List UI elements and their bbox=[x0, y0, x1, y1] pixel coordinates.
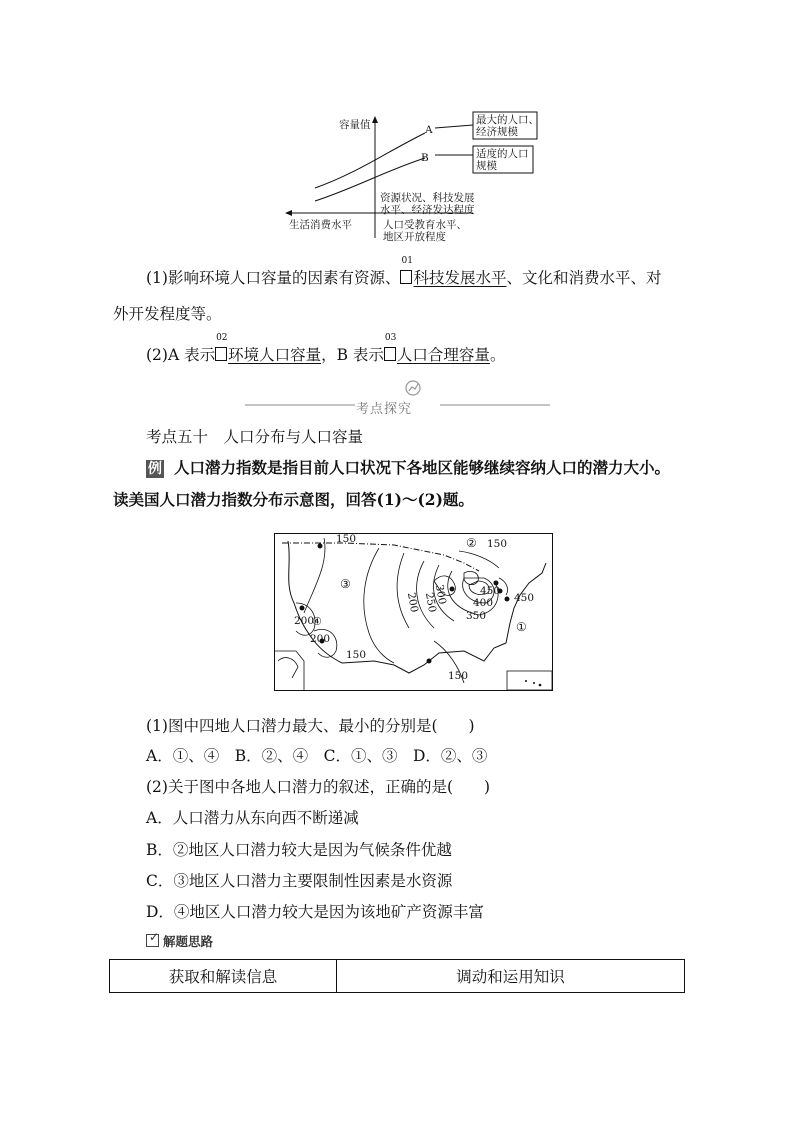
island-marker bbox=[533, 682, 535, 684]
city-marker bbox=[450, 587, 455, 592]
example-tag: 例 bbox=[148, 461, 162, 477]
map-marker-3: ③ bbox=[340, 577, 351, 591]
map-label-300: 300 bbox=[432, 583, 449, 606]
fill1-blank bbox=[400, 256, 413, 288]
fill2-blank-1 bbox=[215, 333, 228, 365]
city-marker bbox=[300, 606, 305, 611]
map-label-250: 250 bbox=[422, 591, 439, 614]
solution-heading-text: 解题思路 bbox=[163, 934, 214, 949]
fill1-number: 01 bbox=[401, 256, 413, 266]
curve-b-label: B bbox=[421, 152, 429, 164]
y-axis-arrow bbox=[372, 116, 378, 123]
q2-option-c: C．③地区人口潜力主要限制性因素是水资源 bbox=[146, 872, 453, 890]
box-b-text-2: 规模 bbox=[476, 160, 497, 172]
map-label-150-sw: 150 bbox=[346, 649, 367, 661]
map-label-200-sw: 200 bbox=[310, 633, 331, 645]
fill2-blank-2 bbox=[384, 333, 397, 365]
factor-lower-2: 地区开放程度 bbox=[383, 231, 446, 243]
table-header-row bbox=[110, 960, 685, 993]
map-marker-2: ② bbox=[466, 536, 477, 550]
box-a-text-1: 最大的人口、 bbox=[476, 114, 539, 126]
blank-box bbox=[215, 347, 227, 361]
blank-box bbox=[400, 270, 412, 284]
fill1-suffix: 、文化和消费水平、对 bbox=[506, 269, 662, 287]
fill2-number-1: 02 bbox=[216, 333, 228, 343]
map-marker-1: ① bbox=[516, 620, 527, 634]
map-label-200-w: 200 bbox=[294, 615, 315, 627]
solution-table bbox=[109, 959, 685, 993]
factor-upper-1: 资源状况、科技发展 bbox=[380, 192, 475, 204]
fill-line-2 bbox=[146, 333, 506, 365]
trend-icon bbox=[409, 384, 418, 391]
fill2-mid: ，B 表示 bbox=[321, 346, 384, 364]
example-text-1: 人口潜力指数是指目前人口状况下各地区能够继续容纳人口的潜力大小。 bbox=[174, 458, 671, 477]
city-marker bbox=[505, 597, 510, 602]
fill2-answer-1: 环境人口容量 bbox=[228, 346, 322, 364]
map-label-400: 400 bbox=[473, 597, 494, 609]
island-marker bbox=[539, 684, 542, 687]
q1-options: A．①、④ B．②、④ C．①、③ D．②、③ bbox=[146, 747, 488, 765]
example-line-2: 读美国人口潜力指数分布示意图，回答(1)～(2)题。 bbox=[113, 490, 474, 509]
table-header-cell: 获取和解读信息 bbox=[110, 960, 337, 993]
factor-upper-2: 水平、经济发达程度 bbox=[380, 204, 475, 216]
topic-title: 考点五十 人口分布与人口容量 bbox=[146, 428, 364, 446]
fill1-answer: 科技发展水平 bbox=[413, 269, 507, 287]
table-header-cell: 调动和运用知识 bbox=[337, 960, 685, 993]
q2-option-d: D．④地区人口潜力较大是因为该地矿产资源丰富 bbox=[146, 903, 484, 921]
q1-stem: (1)图中四地人口潜力最大、最小的分别是( ) bbox=[146, 717, 475, 735]
connector-a bbox=[435, 125, 473, 128]
box-b-text-1: 适度的人口 bbox=[476, 148, 529, 160]
blank-box bbox=[384, 347, 396, 361]
section-divider-label: 考点探究 bbox=[356, 402, 413, 417]
box-a-text-2: 经济规模 bbox=[476, 126, 518, 138]
fill2-number-2: 03 bbox=[384, 333, 397, 343]
map-label-200-c: 200 bbox=[404, 591, 421, 614]
factor-lower-1: 人口受教育水平、 bbox=[383, 219, 467, 231]
map-label-150-nw: 150 bbox=[336, 533, 357, 545]
map-label-450-a: 450 bbox=[480, 585, 501, 597]
q2-option-a: A．人口潜力从东向西不断递减 bbox=[146, 809, 359, 827]
map-marker-4: ④ bbox=[312, 615, 322, 628]
map-label-350: 350 bbox=[466, 610, 487, 622]
city-marker bbox=[427, 659, 432, 664]
y-axis-label: 容量值 bbox=[339, 119, 371, 131]
map-label-450-b: 450 bbox=[514, 592, 535, 604]
q2-stem: (2)关于图中各地人口潜力的叙述，正确的是( ) bbox=[146, 778, 491, 796]
map-label-150-s: 150 bbox=[448, 670, 469, 682]
x-axis-label: 生活消费水平 bbox=[289, 219, 352, 231]
city-marker bbox=[318, 544, 323, 549]
q2-option-b: B．②地区人口潜力较大是因为气候条件优越 bbox=[146, 841, 452, 859]
fill-line-1 bbox=[146, 256, 662, 288]
checkbox-icon: ✓ bbox=[146, 934, 159, 947]
island-marker bbox=[525, 680, 527, 682]
x-axis-arrow bbox=[285, 210, 292, 216]
fill-line-1b: 外开发程度等。 bbox=[113, 305, 222, 323]
curve-a-label: A bbox=[425, 124, 433, 136]
fill2-answer-2: 人口合理容量 bbox=[396, 346, 490, 364]
map-label-150-ne: 150 bbox=[487, 538, 508, 550]
fill2-suffix: 。 bbox=[489, 346, 506, 364]
fill1-prefix: (1)影响环境人口容量的因素有资源、 bbox=[146, 269, 401, 287]
fill2-prefix: (2)A 表示 bbox=[146, 346, 216, 364]
example-line-1 bbox=[146, 458, 670, 478]
solution-heading bbox=[146, 930, 214, 950]
